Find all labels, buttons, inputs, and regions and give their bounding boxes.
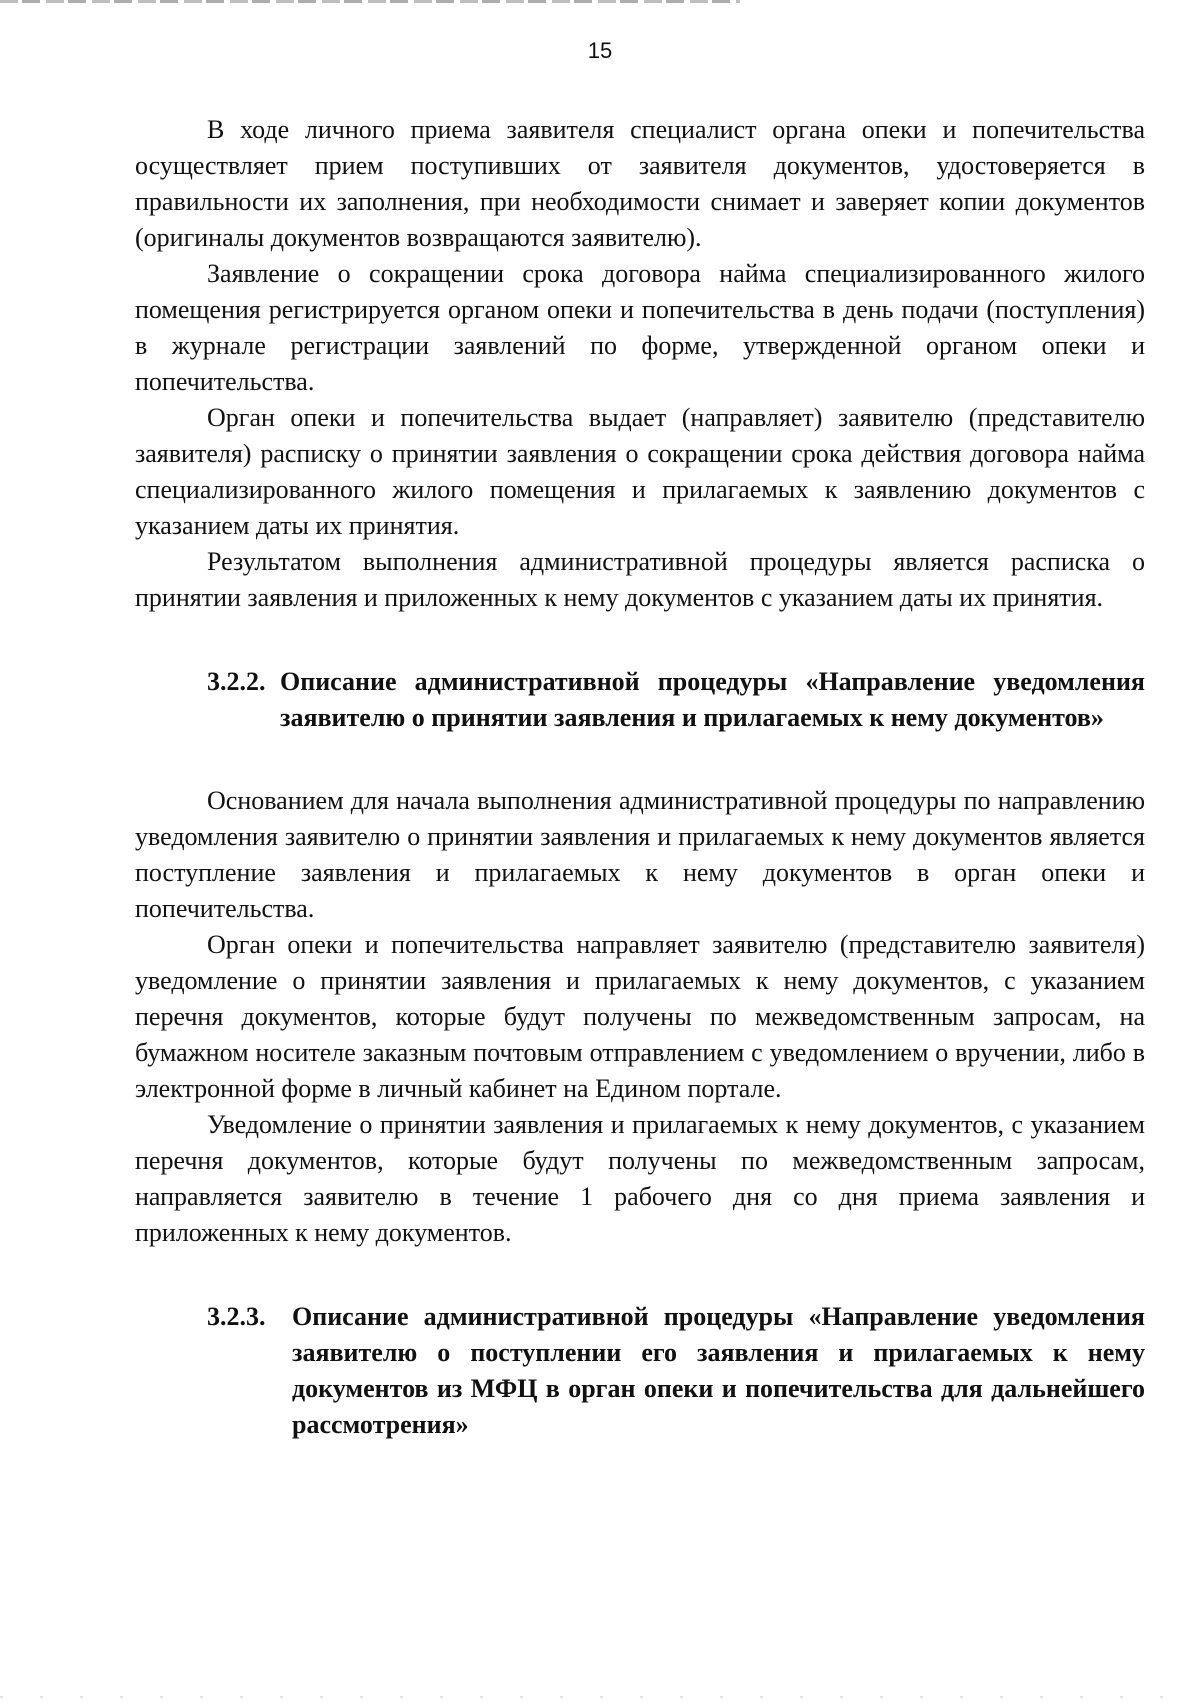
paragraph-registration: Заявление о сокращении срока договора найма специализированного жилого помещения регистрируется органом опеки и попечительства в день подачи (поступления) в журнале регистрации заявлений по форме, утвержденной органом опеки и попечительства. <box>135 259 1145 396</box>
section-title: Описание административной процедуры «Направление уведомления заявителю о поступлении его заявления и прилагаемых к нему документов из МФЦ в орган опеки и попечительства для дальнейшего рассмотрения» <box>292 1302 1145 1439</box>
page-number: 15 <box>587 38 613 63</box>
scan-edge-artifact-top <box>0 0 740 3</box>
paragraph-receipt-issue: Орган опеки и попечительства выдает (направляет) заявителю (представителю заявителя) расписку о принятии заявления о сокращении срока действия договора найма специализированного жилого помещения и прилагаемых к заявлению документов с указанием даты их принятия. <box>135 403 1145 540</box>
paragraph-notification-sending: Орган опеки и попечительства направляет заявителю (представителю заявителя) уведомление о принятии заявления и прилагаемых к нему документов, с указанием перечня документов, которые будут получены по межведомственным запросам, на бумажном носителе заказным почтовым отправлением с уведомлением о вручении, либо в электронной форме в личный кабинет на Едином портале. <box>135 930 1145 1103</box>
paragraph-notification-deadline: Уведомление о принятии заявления и прилагаемых к нему документов, с указанием перечня документов, которые будут получены по межведомственным запросам, направляется заявителю в течение 1 рабочего дня со дня приема заявления и приложенных к нему документов. <box>135 1110 1145 1247</box>
page-content <box>135 112 1145 1443</box>
paragraph-personal-reception: В ходе личного приема заявителя специалист органа опеки и попечительства осуществляет прием поступивших от заявителя документов, удостоверяется в правильности их заполнения, при необходимости снимает и заверяет копии документов (оригиналы документов возвращаются заявителю). <box>135 115 1145 252</box>
section-heading-3-2-2 <box>135 664 1145 736</box>
section-number: 3.2.2. <box>207 667 266 696</box>
section-heading-3-2-3 <box>135 1299 1145 1443</box>
paragraph-procedure-result: Результатом выполнения административной процедуры является расписка о принятии заявления и приложенных к нему документов с указанием даты их принятия. <box>135 547 1145 612</box>
scan-edge-artifact-bottom <box>0 1696 1200 1698</box>
section-title: Описание административной процедуры «Направление уведомления заявителю о принятии заявления и прилагаемых к нему документов» <box>280 667 1145 732</box>
section-number: 3.2.3. <box>207 1302 266 1331</box>
paragraph-procedure-basis: Основанием для начала выполнения административной процедуры по направлению уведомления заявителю о принятии заявления и прилагаемых к нему документов является поступление заявления и прилагаемых к нему документов в орган опеки и попечительства. <box>135 786 1145 923</box>
